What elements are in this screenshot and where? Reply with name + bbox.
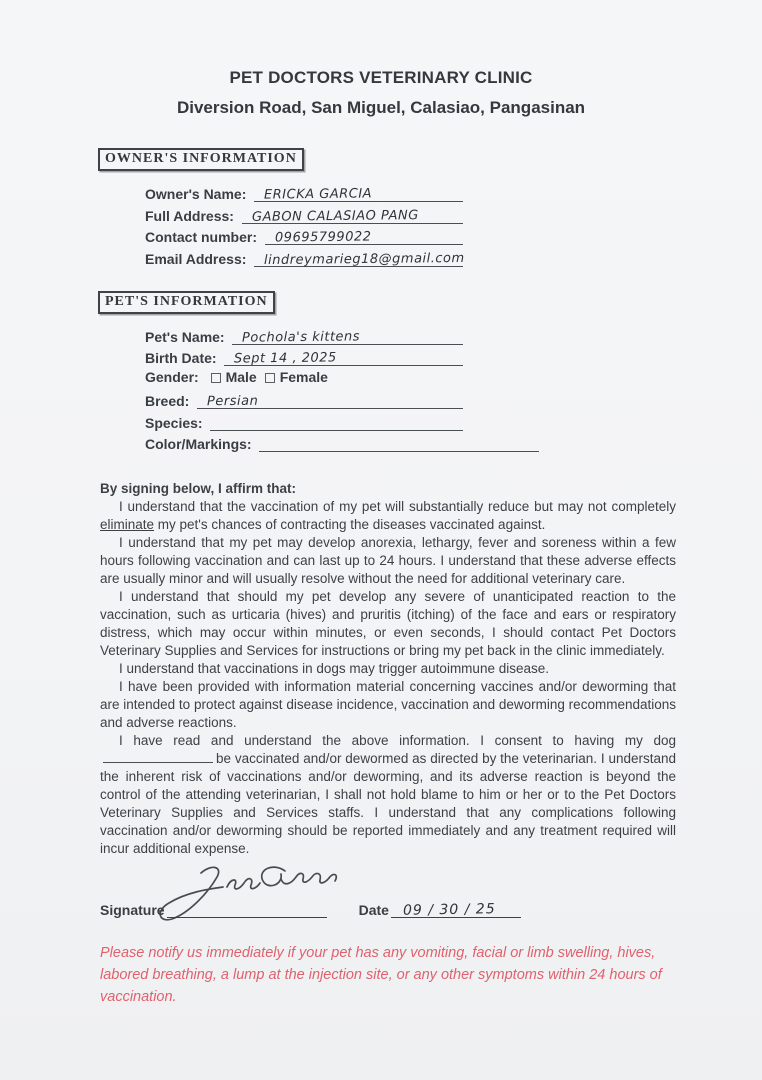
paragraph-1-part-b: my pet's chances of contracting the diseases vaccinated against. — [157, 516, 546, 532]
paragraph-6-part-a: I have read and understand the above information. I consent to having my dog — [119, 732, 676, 748]
pet-section-heading: PET'S INFORMATION — [98, 291, 275, 314]
footer-warning-note: Please notify us immediately if your pet has any vomiting, facial or limb swelling, hives, labored breathing, a lump at the injection site, or any other symptoms within 24 hours of vaccination. — [100, 944, 662, 1005]
signature-label: Signature — [100, 901, 165, 918]
contact-number-row — [145, 224, 463, 245]
pet-fields — [145, 324, 463, 452]
male-checkbox-icon — [211, 373, 221, 383]
paragraph-adverse-effects: I understand that my pet may develop anorexia, lethargy, fever and soreness within a few hours following vaccination and can last up to 24 hours. I understand that these adverse effects are usually minor and will usually resolve without the need for additional veterinary care. — [100, 534, 676, 586]
full-address-line — [242, 201, 463, 223]
pet-name-line — [232, 323, 463, 345]
paragraph-6-part-b: be vaccinated and/or dewormed as directed by the veterinarian. I understand the inherent risk of vaccinations and/or deworming, and its adverse reaction is beyond the control of the attending veterinarian, I shall not hold blame to him or her or to the Pet Doctors Veterinary Supplies and Services staffs. I understand that any complications following vaccination and/or deworming should be reported immediately and any treatment required will incur additional expense. — [100, 750, 676, 856]
birth-date-line — [224, 344, 463, 366]
owner-name-value: ERICKA GARCIA — [264, 186, 373, 203]
gender-row — [145, 366, 463, 387]
affirm-heading: By signing below, I affirm that: — [100, 480, 297, 496]
breed-row — [145, 388, 463, 409]
contact-number-line — [265, 223, 463, 245]
consent-text — [100, 480, 676, 858]
owner-section-heading: OWNER'S INFORMATION — [98, 148, 304, 171]
email-address-row — [145, 245, 466, 268]
paragraph-severe-reaction: I understand that should my pet develop any severe of unanticipated reaction to the vaccination, such as urticaria (hives) and pruritis (itching) of the face and ears or respiratory distress, which may occur within minutes, or even seconds, I should contact Pet Doctors Veterinary Supplies and Services for instructions or bring my pet back in the clinic immediately. — [100, 588, 676, 658]
birth-date-value: Sept 14 , 2025 — [234, 350, 338, 367]
color-markings-label: Color/Markings: — [145, 435, 256, 452]
owner-section — [98, 148, 762, 171]
birth-date-label: Birth Date: — [145, 350, 221, 367]
male-label: Male — [225, 369, 257, 386]
female-checkbox-icon — [265, 373, 275, 383]
email-address-value: lindreymarieg18@gmail.com — [264, 250, 466, 268]
email-address-line — [254, 244, 466, 268]
paragraph-1-underlined-word: eliminate — [100, 516, 155, 532]
date-label: Date — [358, 901, 389, 918]
paragraph-information-material: I have been provided with information material concerning vaccines and/or deworming that are intended to protect against disease incidence, vaccination and deworming recommendations and adverse reactions. — [100, 678, 676, 730]
owner-name-line — [254, 180, 463, 202]
full-address-value: GABON CALASIAO PANG — [251, 207, 419, 225]
clinic-header — [0, 0, 762, 118]
pet-name-label: Pet's Name: — [145, 328, 229, 345]
owner-fields — [145, 181, 466, 268]
full-address-label: Full Address: — [145, 207, 238, 224]
species-label: Species: — [145, 414, 207, 431]
paragraph-autoimmune: I understand that vaccinations in dogs may trigger autoimmune disease. — [119, 660, 549, 676]
paragraph-1-part-a: I understand that the vaccination of my pet will substantially reduce but may not completely — [119, 498, 676, 514]
pet-name-row — [145, 324, 463, 345]
signature-block — [100, 896, 762, 918]
email-address-label: Email Address: — [145, 250, 251, 267]
breed-line — [197, 387, 463, 409]
contact-number-label: Contact number: — [145, 229, 261, 246]
paragraph-vaccination-reduce — [100, 498, 676, 534]
pet-section — [98, 291, 762, 314]
signature-scribble — [139, 857, 349, 923]
owner-name-label: Owner's Name: — [145, 186, 251, 203]
gender-label: Gender: — [145, 369, 203, 386]
color-markings-row — [145, 431, 463, 452]
birth-date-row — [145, 345, 463, 366]
breed-value: Persian — [207, 393, 259, 410]
clinic-title: PET DOCTORS VETERINARY CLINIC — [229, 68, 533, 87]
signature-line — [167, 895, 327, 918]
clinic-address: Diversion Road, San Miguel, Calasiao, Pangasinan — [176, 98, 586, 117]
breed-label: Breed: — [145, 393, 194, 410]
date-value: 09 / 30 / 25 — [402, 901, 496, 919]
contact-number-value: 09695799022 — [274, 229, 372, 246]
color-markings-line — [259, 430, 539, 452]
pet-name-value: Pochola's kittens — [242, 329, 361, 346]
owner-name-row — [145, 181, 463, 202]
species-line — [210, 408, 463, 430]
dog-name-blank-line — [103, 751, 213, 763]
species-row — [145, 409, 463, 430]
date-line — [391, 895, 521, 918]
full-address-row — [145, 202, 463, 223]
female-label: Female — [279, 369, 328, 386]
paragraph-consent — [100, 732, 676, 858]
